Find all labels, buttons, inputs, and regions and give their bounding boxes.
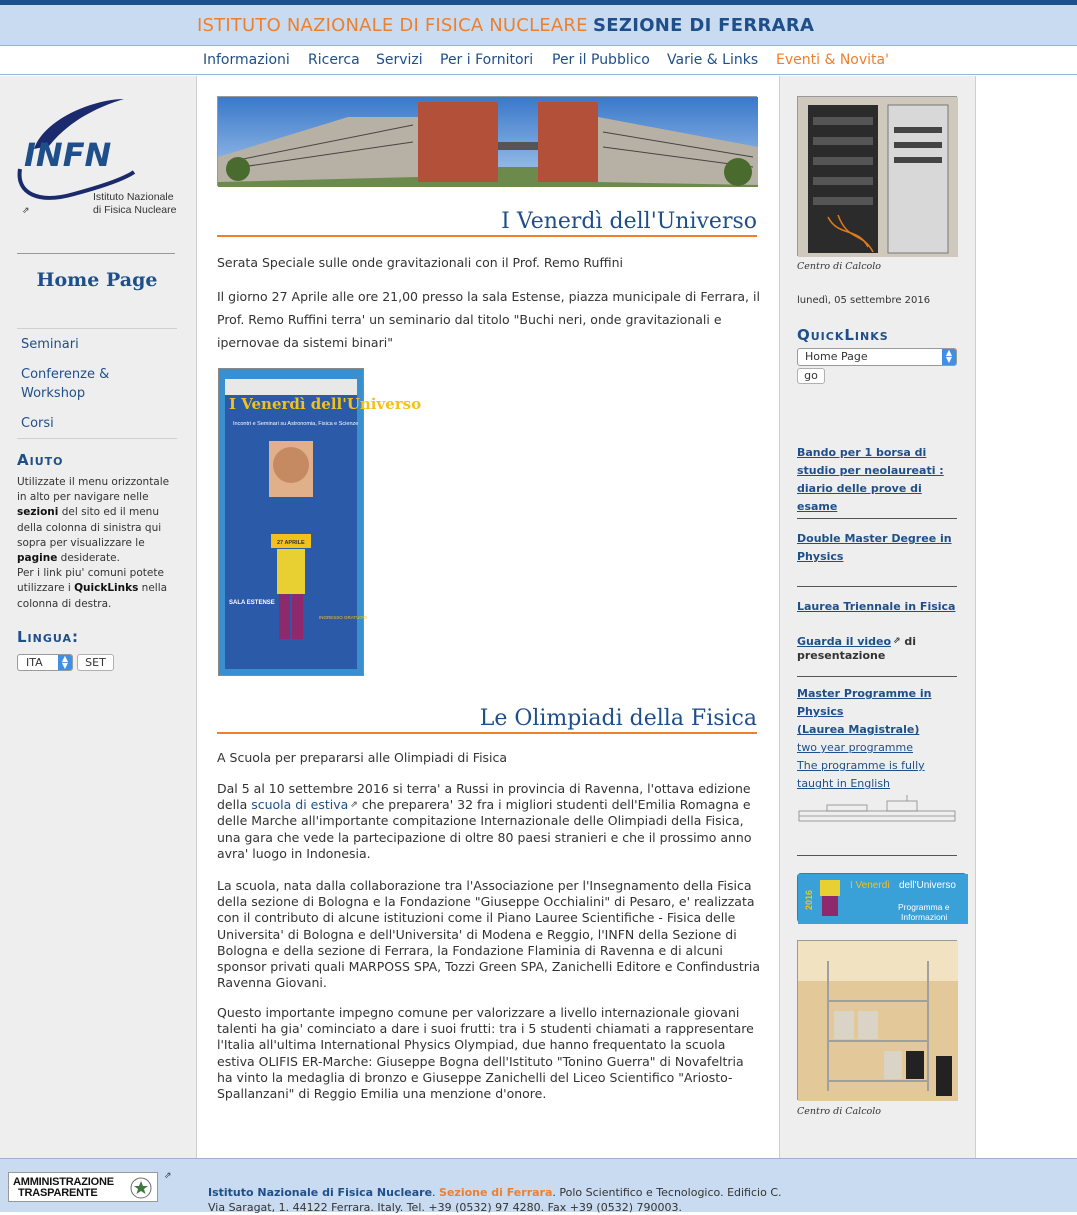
footer-address-line2: Via Saragat, 1. 44122 Ferrara. Italy. Tel. +39 (0532) 97 4280. Fax +39 (0532) 790003. — [208, 1201, 682, 1214]
link-bando-borsa[interactable]: Bando per 1 borsa di studio per neolaureati : diario delle prove di esame — [797, 446, 944, 513]
go-button[interactable]: go — [797, 368, 825, 384]
photo-caption: Centro di Calcolo — [797, 1106, 882, 1117]
photo-caption: Centro di Calcolo — [797, 261, 882, 272]
paragraph-text: che preparera' 32 fra i migliori studenti dell'Emilia Romagna e delle Marche all'importante compitazione Internazionale delle Olimpiadi della Fisica, una gara che vede la partecipazione di oltre 80 paesi stranieri e che il prossimo anno avra' luogo in Indonesia. — [217, 797, 752, 861]
logo-letters: INFN — [24, 136, 112, 174]
section-title-olimpiadi: Le Olimpiadi della Fisica — [217, 706, 757, 734]
infn-logo[interactable] — [14, 94, 194, 224]
menu-item-informazioni[interactable]: Informazioni — [203, 52, 290, 68]
left-nav — [17, 328, 177, 439]
badge-sub1: Programma e — [898, 902, 950, 912]
main-menu — [0, 46, 1077, 75]
venerdi-poster-image[interactable] — [218, 368, 422, 676]
poster-hall: SALA ESTENSE — [229, 600, 275, 606]
badge-title-a: I Venerdì — [850, 880, 891, 891]
amministrazione-trasparente-logo[interactable] — [8, 1172, 158, 1202]
link-double-master[interactable]: Double Master Degree in Physics — [797, 532, 952, 563]
computing-lab-photo — [797, 940, 957, 1100]
badge-year: 2016 — [804, 889, 814, 910]
quicklinks-select-value: Home Page — [805, 350, 868, 363]
amm-line1: AMMINISTRAZIONE — [13, 1176, 114, 1188]
olimpiadi-paragraph-2: La scuola, nata dalla collaborazione tra l'Associazione per l'Insegnamento della Fisica della sezione di Bologna e la Fondazione "Giuseppe Occhialini" di Pesaro, e' realizzata con il contributo di alcune istituzioni come il Piano Lauree Scientifiche - Fisica delle Universita' di Bologna e dell'Universita' di Modena e Reggio, l'INFN della Sezione di Bologna e della sezione di Ferrara, la Fondazione Flaminia di Ravenna e di alcuni sponsor privati quali MARPOSS SPA, Tozzi Green SPA, Zanichelli Editore e Confindustria Ravenna Giovani. — [217, 878, 760, 991]
badge-title-b: dell'Universo — [899, 880, 956, 891]
campus-banner-image — [217, 96, 757, 186]
aiuto-text-bold: pagine — [17, 552, 58, 565]
link-master-programme[interactable]: Master Programme in Physics — [797, 687, 932, 718]
select-arrows-icon: ▲ ▼ — [942, 349, 956, 365]
institute-title: ISTITUTO NAZIONALE DI FISICA NUCLEARE — [197, 15, 588, 36]
lingua-heading: Lingua: — [17, 628, 79, 646]
aiuto-text-bold: sezioni — [17, 506, 59, 519]
quicklinks-select[interactable] — [797, 348, 957, 366]
site-footer — [0, 1158, 1077, 1212]
left-nav-conferenze[interactable]: Conferenze & Workshop — [21, 367, 110, 401]
infn-logo-graphic — [14, 94, 194, 224]
amm-line2: TRASPARENTE — [18, 1187, 98, 1199]
menu-item-servizi[interactable]: Servizi — [376, 52, 423, 68]
italian-emblem-icon — [129, 1175, 153, 1201]
server-rack-photo — [797, 96, 957, 256]
main-content — [198, 76, 778, 1158]
menu-item-varie-links[interactable]: Varie & Links — [667, 52, 759, 68]
video-text: di presentazione — [797, 635, 917, 662]
left-nav-corsi[interactable]: Corsi — [17, 408, 177, 439]
section-title-venerdi: I Venerdì dell'Universo — [217, 209, 757, 237]
poster-date: 27 APRILE — [277, 540, 305, 546]
logo-line2: di Fisica Nucleare — [93, 204, 177, 216]
link-two-year[interactable]: two year programme — [797, 741, 914, 754]
set-language-button[interactable]: SET — [77, 654, 114, 671]
building-drawing — [797, 793, 957, 825]
right-sidebar — [779, 76, 976, 1158]
aiuto-heading: Aiuto — [17, 451, 64, 469]
external-link-icon: ⇗ — [164, 1171, 172, 1181]
divider — [797, 676, 957, 677]
link-fully-taught[interactable]: The programme is fully taught in English — [797, 759, 925, 790]
footer-institute: Istituto Nazionale di Fisica Nucleare — [208, 1186, 433, 1199]
divider — [797, 518, 957, 519]
video-presentazione — [797, 634, 962, 663]
scuola-estiva-link[interactable]: scuola di estiva — [251, 797, 349, 813]
footer-address: Istituto Nazionale di Fisica Nucleare. Sezione di Ferrara. Polo Scientifico e Tecnologico. Edificio C. Via Saragat, 1. 44122 Ferrara. Italy. Tel. +39 (0532) 97 4280. Fax +39 (0532) 790003. — [208, 1186, 782, 1214]
language-select-value: ITA — [26, 656, 43, 669]
poster-free: INGRESSO GRATUITO — [319, 615, 367, 620]
link-guarda-video[interactable]: Guarda il video — [797, 635, 892, 648]
menu-item-fornitori[interactable]: Per i Fornitori — [440, 52, 534, 68]
logo-line1: Istituto Nazionale — [93, 191, 174, 203]
divider — [797, 586, 957, 587]
site-header — [0, 0, 1077, 46]
amm-text — [13, 1177, 114, 1199]
language-select[interactable] — [17, 654, 73, 671]
aiuto-text-part: Utilizzate il menu orizzontale in alto per navigare nelle — [17, 476, 170, 504]
aiuto-text-part: desiderate. — [57, 552, 120, 565]
aiuto-text-part: del sito ed il menu della colonna di sinistra qui sopra per visualizzare le — [17, 506, 162, 549]
link-laurea-magistrale[interactable]: (Laurea Magistrale) — [797, 723, 920, 736]
aiuto-text-part: Per i link piu' comuni potete utilizzare i — [17, 567, 164, 595]
divider — [17, 253, 175, 254]
link-laurea-triennale[interactable]: Laurea Triennale in Fisica — [797, 600, 956, 613]
aiuto-text — [17, 475, 179, 612]
left-nav-seminari[interactable]: Seminari — [21, 337, 79, 352]
left-sidebar — [0, 76, 197, 1158]
poster-subtitle: Incontri e Seminari su Astronomia, Fisica e Scienze — [233, 421, 359, 427]
quicklinks-heading: QuickLinks — [797, 326, 889, 344]
footer-address-line1: . Polo Scientifico e Tecnologico. Edificio C. — [552, 1186, 782, 1199]
home-page-heading[interactable]: Home Page — [36, 269, 158, 291]
aiuto-text-bold: QuickLinks — [74, 582, 139, 595]
aiuto-text-part: nella colonna di destra. — [17, 582, 168, 610]
external-link-icon: ⇗ — [350, 800, 358, 811]
olimpiadi-paragraph-1 — [217, 781, 762, 862]
paragraph-text: Dal 5 al 10 settembre 2016 si terra' a Russi in provincia di Ravenna, l'ottava edizione della — [217, 781, 751, 813]
venerdi-subtitle: Serata Speciale sulle onde gravitazionali con il Prof. Remo Ruffini — [217, 255, 623, 270]
menu-item-eventi[interactable]: Eventi & Novita' — [776, 52, 889, 68]
external-link-icon: ⇗ — [22, 206, 30, 216]
olimpiadi-paragraph-3: Questo importante impegno comune per valorizzare a livello internazionale giovani talenti ha gia' cominciato a dare i suoi frutti: tra i 5 studenti chiamati a rappresentare l'Italia all'ultima International Physics Olympiad, due hanno frequentato la scuola estiva OLIFIS ER-Marche: Giuseppe Bogna dell'Istituto "Tonino Guerra" di Novafeltria ha vinto la medaglia di bronzo e Giuseppe Zanichelli del Liceo Scientifico "Ariosto-Spallanzani" di Reggio Emilia una menzione d'onore. — [217, 1005, 754, 1102]
select-arrows-icon: ▲ ▼ — [58, 655, 72, 670]
section-title: SEZIONE DI FERRARA — [593, 15, 815, 36]
menu-item-pubblico[interactable]: Per il Pubblico — [552, 52, 650, 68]
poster-title: I Venerdì dell'Universo — [229, 395, 422, 413]
venerdi-universo-banner[interactable] — [797, 873, 967, 923]
external-link-icon: ⇗ — [893, 636, 901, 646]
divider — [797, 855, 957, 856]
footer-section: Sezione di Ferrara — [439, 1186, 553, 1199]
menu-item-ricerca[interactable]: Ricerca — [308, 52, 360, 68]
venerdi-description: Il giorno 27 Aprile alle ore 21,00 presso la sala Estense, piazza municipale di Ferrara, il Prof. Remo Ruffini terra' un seminario dal titolo "Buchi neri, onde gravitazionali e ipernovae da sistemi binari" — [217, 289, 760, 350]
current-date: lunedì, 05 settembre 2016 — [797, 295, 931, 306]
olimpiadi-subtitle: A Scuola per prepararsi alle Olimpiadi di Fisica — [217, 750, 508, 765]
badge-sub2: Informazioni — [901, 912, 948, 922]
